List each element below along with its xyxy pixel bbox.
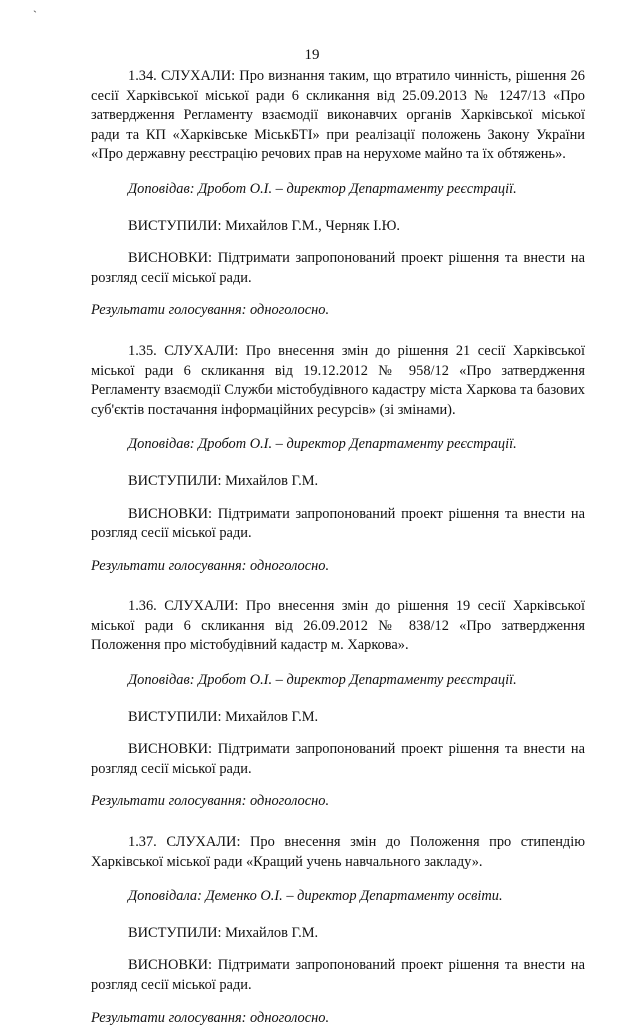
agenda-item-1-36 — [91, 597, 585, 812]
scan-mark: ` — [33, 8, 37, 22]
conclusion-paragraph: ВИСНОВКИ: Підтримати запропонований проект рішення та внести на розгляд сесії міської ради. — [91, 957, 585, 993]
heard-paragraph: 1.34. СЛУХАЛИ: Про визнання таким, що втратило чинність, рішення 26 сесії Харківської міської ради 6 скликання від 25.09.2013 № 1247/13 «Про затвердження Регламенту взаємодії виконавчих органів Харківської міської ради та КП «Харківське МіськБТІ» при реалізації положень Закону України «Про державну реєстрацію речових прав на нерухоме майно та їх обтяжень». — [91, 68, 585, 163]
speakers-line: ВИСТУПИЛИ: Михайлов Г.М., Черняк І.Ю. — [128, 217, 400, 234]
voting-result: Результати голосування: одноголосно. — [91, 557, 330, 574]
agenda-item-1-34 — [91, 67, 585, 321]
voting-result: Результати голосування: одноголосно. — [91, 793, 330, 810]
speakers-line: ВИСТУПИЛИ: Михайлов Г.М. — [128, 472, 319, 489]
minutes-body — [91, 67, 585, 1028]
reporter-line: Доповідав: Дробот О.І. – директор Департаменту реєстрації. — [128, 436, 517, 453]
reporter-line: Доповідала: Деменко О.І. – директор Департаменту освіти. — [128, 888, 503, 905]
heard-paragraph: 1.35. СЛУХАЛИ: Про внесення змін до рішення 21 сесії Харківської міської ради 6 скликання від 19.12.2012 № 958/12 «Про затвердження Регламенту взаємодії Служби містобудівного кадастру міста Харкова та базових суб'єктів постачання інформаційних ресурсів» (зі змінами). — [91, 342, 585, 418]
conclusion-paragraph: ВИСНОВКИ: Підтримати запропонований проект рішення та внести на розгляд сесії міської ради. — [91, 741, 585, 777]
conclusion-paragraph: ВИСНОВКИ: Підтримати запропонований проект рішення та внести на розгляд сесії міської ради. — [91, 505, 585, 542]
heard-paragraph: 1.37. СЛУХАЛИ: Про внесення змін до Положення про стипендію Харківської міської ради «Кращий учень навчального закладу». — [91, 834, 585, 870]
conclusion-paragraph: ВИСНОВКИ: Підтримати запропонований проект рішення та внести на розгляд сесії міської ради. — [91, 250, 585, 286]
voting-result: Результати голосування: одноголосно. — [91, 302, 330, 319]
speakers-line: ВИСТУПИЛИ: Михайлов Г.М. — [128, 924, 319, 941]
speakers-line: ВИСТУПИЛИ: Михайлов Г.М. — [128, 708, 319, 725]
agenda-item-1-37 — [91, 833, 585, 1028]
page-number: 19 — [304, 47, 320, 63]
reporter-line: Доповідав: Дробот О.І. – директор Департаменту реєстрації. — [128, 672, 517, 689]
heard-paragraph: 1.36. СЛУХАЛИ: Про внесення змін до рішення 19 сесії Харківської міської ради 6 скликання від 26.09.2012 № 838/12 «Про затвердження Положення про містобудівний кадастр м. Харкова». — [91, 598, 585, 654]
reporter-line: Доповідав: Дробот О.І. – директор Департаменту реєстрації. — [128, 180, 517, 197]
agenda-item-1-35 — [91, 342, 585, 576]
voting-result: Результати голосування: одноголосно. — [91, 1009, 330, 1026]
